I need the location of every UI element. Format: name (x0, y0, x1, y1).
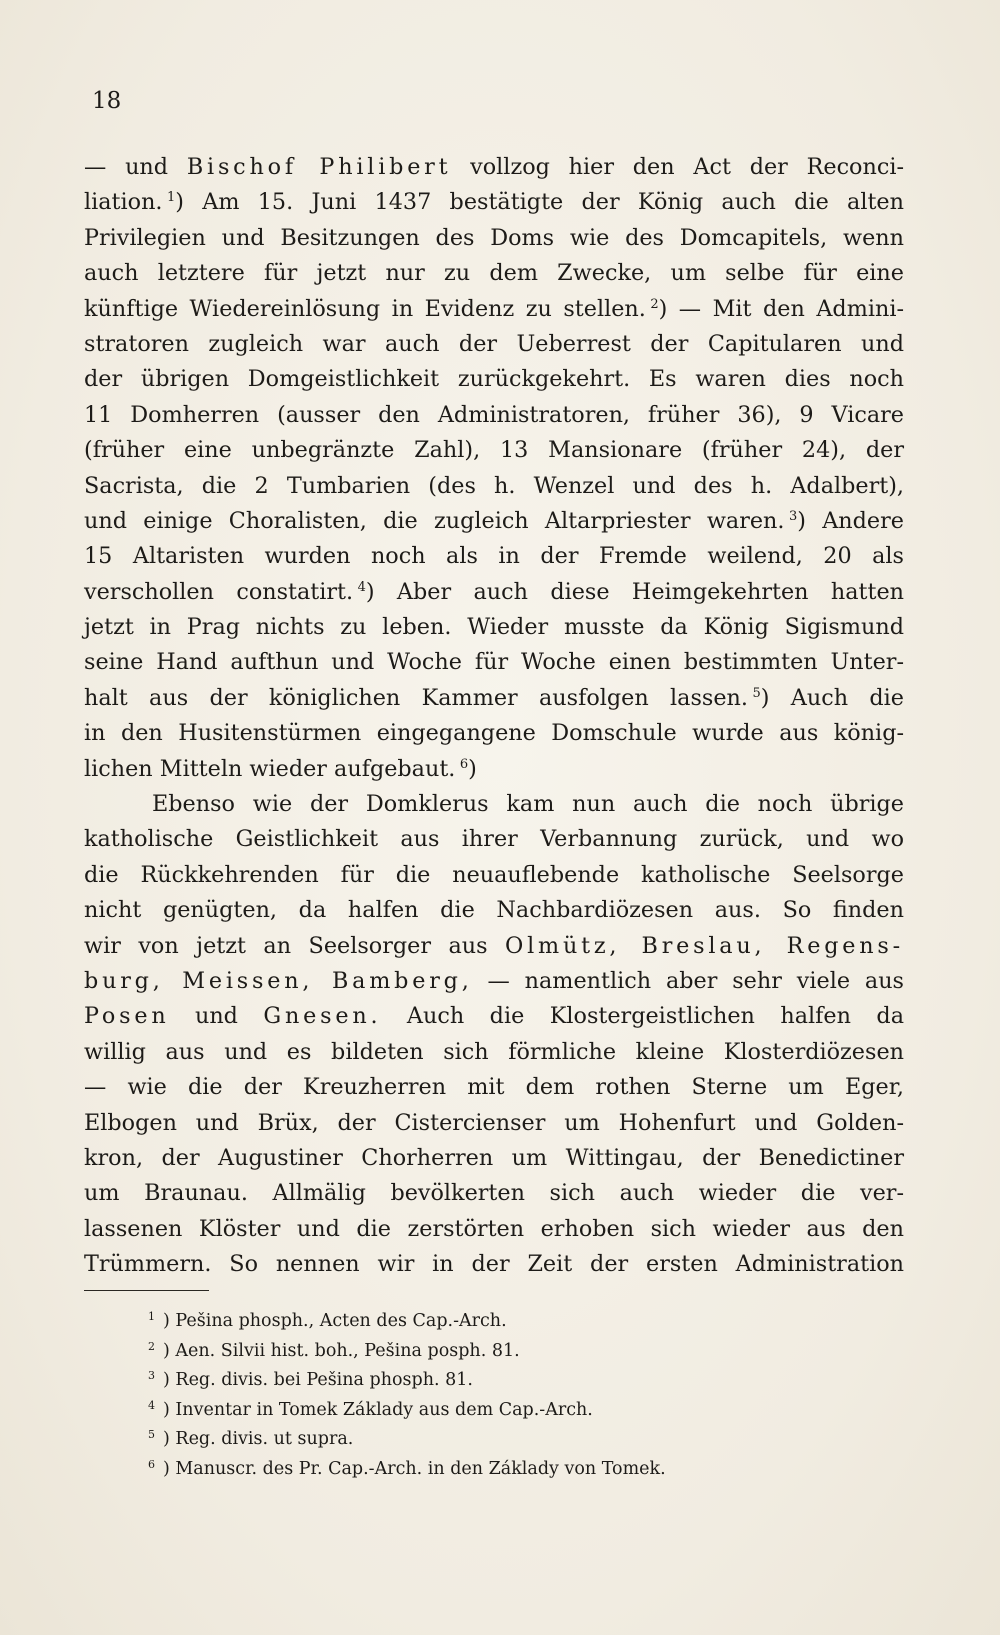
spaced-place-name: Posen (84, 1003, 170, 1030)
text-line-17: in den Husitenstürmen eingegangene Domschule wurde aus könig- (84, 720, 904, 747)
text-line-26: willig aus und es bildeten sich förmliche kleine Klosterdiözesen (84, 1038, 904, 1065)
text-line-23: wir von jetzt an Seelsorger aus Olmütz, Breslau, Regens- (84, 932, 904, 959)
footnote-2: $^2$ ) Aen. Silvii hist. boh., Pešina posph. 81. (148, 1339, 520, 1361)
spaced-place-names: Olmütz, Breslau, Regens- (505, 932, 904, 959)
text-line-8: 11 Domherren (ausser den Administratoren, früher 36), 9 Vicare (84, 401, 904, 428)
footnote-ref: 1 (166, 190, 176, 206)
text-line-1: — und Bischof Philibert vollzog hier den Act der Reconci- (84, 154, 904, 180)
footnote-divider (84, 1290, 209, 1291)
text-line-3: Privilegien und Besitzungen des Doms wie des Domcapitels, wenn (84, 224, 904, 251)
footnote-4: $^4$ ) Inventar in Tomek Základy aus dem Cap.-Arch. (148, 1398, 593, 1420)
text-line-31: lassenen Klöster und die zerstörten erhoben sich wieder aus den (84, 1215, 904, 1242)
footnote-6: $^6$ ) Manuscr. des Pr. Cap.-Arch. in den Základy von Tomek. (148, 1457, 666, 1479)
text-line-24: burg, Meissen, Bamberg, — namentlich aber sehr viele aus (84, 967, 904, 994)
footnote-ref: 6 (459, 756, 469, 772)
footnote-1: $^1$ ) Pešina phosph., Acten des Cap.-Arch. (148, 1310, 507, 1331)
text-line-13: verschollen constatirt. $^4$) Aber auch diese Heimgekehrten hatten (84, 578, 905, 605)
text-line-32: Trümmern. So nennen wir in der Zeit der ersten Administration (84, 1251, 904, 1278)
footnote-ref: 5 (752, 685, 761, 701)
text-line-18: lichen Mitteln wieder aufgebaut. $^6$) (84, 755, 477, 782)
text-line-4: auch letztere für jetzt nur zu dem Zwecke, um selbe für eine (84, 260, 904, 287)
text-line-19: Ebenso wie der Domklerus kam nun auch die noch übrige (152, 791, 904, 818)
text-line-10: Sacrista, die 2 Tumbarien (des h. Wenzel und des h. Adalbert), (84, 472, 904, 499)
footnote-ref: 4 (357, 579, 366, 595)
footnote-ref: 2 (650, 296, 659, 312)
text-line-11: und einige Choralisten, die zugleich Altarpriester waren. $^3$) Andere (84, 507, 904, 534)
body-text (84, 150, 904, 1283)
footnote-5: $^5$ ) Reg. divis. ut supra. (148, 1428, 354, 1450)
text-line-16: halt aus der königlichen Kammer ausfolgen lassen. $^5$) Auch die (84, 684, 904, 711)
text-line-21: die Rückkehrenden für die neuauflebende katholische Seelsorge (84, 861, 904, 888)
page-number: 18 (92, 88, 122, 114)
text-line-7: der übrigen Domgeistlichkeit zurückgekehrt. Es waren dies noch (84, 366, 904, 393)
text-line-22: nicht genügten, da halfen die Nachbardiözesen aus. So finden (84, 897, 904, 924)
text-line-12: 15 Altaristen wurden noch als in der Fremde weilend, 20 als (84, 543, 904, 570)
spaced-place-names: burg, Meissen, Bamberg, (84, 967, 473, 994)
text-line-9: (früher eine unbegränzte Zahl), 13 Mansionare (früher 24), der (84, 437, 904, 464)
text-line-6: stratoren zugleich war auch der Ueberrest der Capitularen und (84, 330, 904, 357)
text-line-30: um Braunau. Allmälig bevölkerten sich auch wieder die ver- (84, 1180, 904, 1207)
text-line-29: kron, der Augustiner Chorherren um Wittingau, der Benedictiner (84, 1144, 904, 1171)
text-line-2: liation. $^1$) Am 15. Juni 1437 bestätigte der König auch die alten (84, 189, 904, 216)
spaced-name: Bischof Philibert (186, 154, 452, 180)
text-line-15: seine Hand aufthun und Woche für Woche einen bestimmten Unter- (84, 649, 904, 676)
text-line-25: Posen und Gnesen. Auch die Klostergeistlichen halfen da (84, 1003, 904, 1030)
footnotes (148, 1307, 908, 1485)
text-line-28: Elbogen und Brüx, der Cistercienser um Hohenfurt und Golden- (84, 1109, 904, 1136)
text-line-14: jetzt in Prag nichts zu leben. Wieder musste da König Sigismund (84, 614, 904, 641)
footnote-ref: 3 (788, 508, 798, 524)
spaced-place-name: Gnesen. (263, 1003, 382, 1030)
text-line-27: — wie die der Kreuzherren mit dem rothen Sterne um Eger, (84, 1074, 904, 1101)
footnote-3: $^3$ ) Reg. divis. bei Pešina phosph. 81. (148, 1369, 473, 1391)
text-line-20: katholische Geistlichkeit aus ihrer Verbannung zurück, und wo (84, 826, 904, 853)
text-line-5: künftige Wiedereinlösung in Evidenz zu stellen. $^2$) — Mit den Admini- (84, 295, 904, 322)
